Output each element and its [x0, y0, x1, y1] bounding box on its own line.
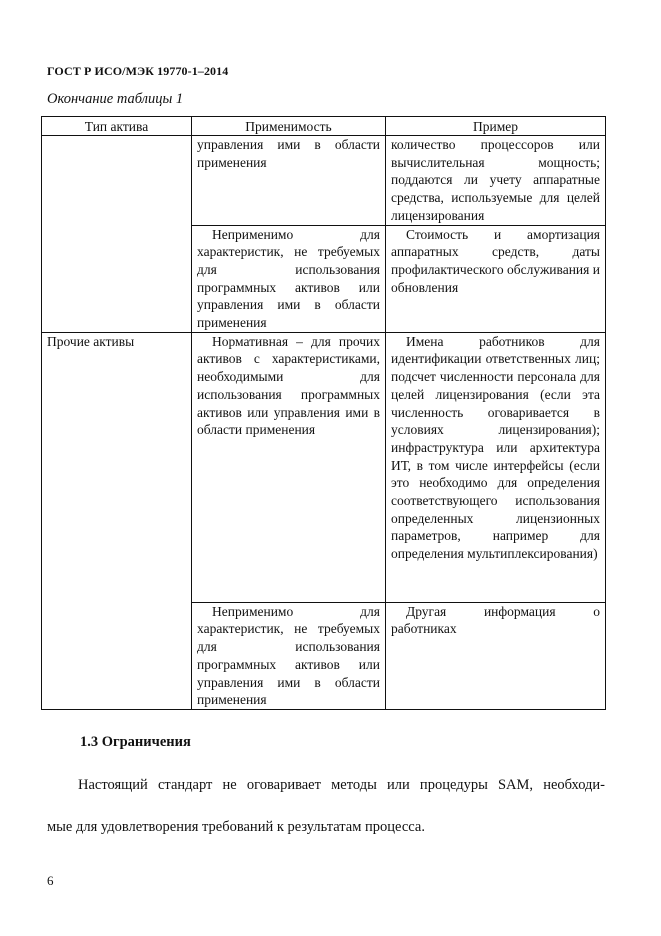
applicability-text: Нормативная – для прочих активов с характеристиками, необходимыми для использования программных активов или управления ими в области применения	[197, 333, 380, 438]
asset-type-cell: Прочие активы	[42, 332, 192, 709]
section-title: 1.3 Ограничения	[80, 734, 191, 750]
applicability-text: Неприменимо для характеристик, не требуемых для использования программных активов или управления ими в области применения	[197, 226, 380, 331]
column-header-applicability: Применимость	[192, 117, 386, 136]
page-number: 6	[47, 873, 54, 888]
applicability-text: управления ими в области применения	[197, 137, 380, 170]
table-header-row	[42, 117, 606, 136]
example-text: Другая информация о работниках	[391, 603, 600, 637]
column-header-asset-type: Тип актива	[42, 117, 192, 136]
example-text: количество процессоров или вычислительная мощность; поддаются ли учету аппаратные средства, используемые для целей лицензирования	[391, 137, 600, 223]
table-caption: Окончание таблицы 1	[47, 91, 184, 107]
example-cell	[386, 225, 606, 332]
column-header-example: Пример	[386, 117, 606, 136]
example-cell	[386, 602, 606, 709]
asset-type-cell	[42, 136, 192, 333]
applicability-cell	[192, 136, 386, 226]
applicability-cell	[192, 602, 386, 709]
example-text: Стоимость и амортизация аппаратных средств, даты профилактического обслуживания и обновления	[391, 226, 600, 295]
example-cell	[386, 136, 606, 226]
applicability-cell	[192, 225, 386, 332]
table-row	[42, 332, 606, 602]
applicability-cell	[192, 332, 386, 602]
paragraph-line: мые для удовлетворения требований к результатам процесса.	[47, 819, 425, 835]
applicability-text: Неприменимо для характеристик, не требуемых для использования программных активов или управления ими в области применения	[197, 603, 380, 708]
assets-table	[41, 116, 606, 710]
paragraph-line: Настоящий стандарт не оговаривает методы или процедуры SAM, необходи-	[78, 777, 605, 793]
example-text: Имена работников для идентификации ответственных лиц; подсчет численности персонала для целей лицензирования (если эта численность оговаривается в условиях лицензирования); инфраструктура или архитектура ИТ, в том числе интерфейсы (если это необходимо для определения соответствующего использования определенных лицензионных параметров, например для определения мультиплексирования)	[391, 333, 600, 562]
section-paragraph	[47, 764, 605, 848]
example-cell	[386, 332, 606, 602]
document-header: ГОСТ Р ИСО/МЭК 19770-1–2014	[47, 64, 229, 78]
table-row	[42, 136, 606, 226]
